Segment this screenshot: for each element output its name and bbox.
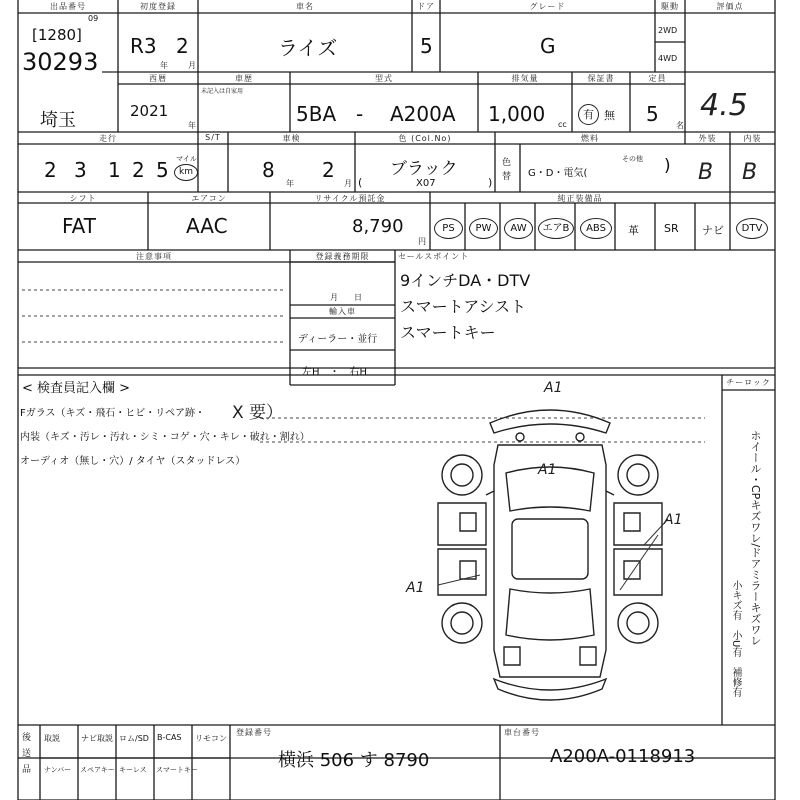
color-change: 色替: [502, 158, 512, 182]
label-seats: 定員: [648, 74, 667, 83]
unit-nen-1: 年: [160, 61, 168, 70]
unit-tsuki-1: 月: [188, 61, 196, 70]
doors: 5: [420, 34, 433, 58]
car-diagram: [420, 395, 683, 715]
mileage-digit: 2: [44, 158, 57, 182]
label-drive: 駆動: [661, 2, 679, 11]
chassis-number: A200A-0118913: [550, 746, 696, 767]
diagram-mark: A1: [406, 580, 425, 596]
equip-item: DTV: [736, 218, 768, 239]
label-shift: シフト: [69, 194, 97, 203]
mile-unit: マイル: [176, 155, 197, 163]
docs-label-char: 送: [22, 749, 32, 759]
color-name: ブラック: [390, 159, 458, 179]
unit-nen-3: 年: [286, 179, 294, 188]
sales-point-item: スマートキー: [400, 323, 496, 342]
prefecture: 埼玉: [40, 110, 76, 131]
label-reg-exp: 登録義務期限: [315, 252, 370, 261]
label-model-year: 西暦: [149, 74, 167, 83]
label-model: 型式: [375, 74, 393, 83]
label-history: 車歴: [235, 74, 253, 83]
side-note-damage: 小キズ有 小U有 補修有: [730, 580, 741, 698]
color-bracket-l: (: [358, 176, 363, 189]
first-reg-era: R3: [130, 34, 157, 58]
inspector-line-glass: Fガラス（キズ・飛石・ヒビ・リペア跡・: [20, 408, 206, 419]
doc-item: スマートキー: [156, 766, 198, 774]
inspector-line-interior: 内装（キズ・汚レ・汚れ・シミ・コゲ・穴・キレ・破れ・割れ）: [20, 432, 310, 443]
unit-yen: 円: [418, 237, 426, 246]
history-note: 未記入は自家用: [201, 88, 244, 95]
side-note-wheel: ホイール・CPキズワレ/ドアミラーキズワレ: [749, 430, 762, 647]
handle-side: 左H ・ 右H: [302, 367, 368, 378]
label-import: 輸入車: [329, 307, 356, 316]
label-reg-no: 登録番号: [236, 728, 272, 737]
doc-item: ロム/SD: [119, 734, 149, 743]
unit-tsuki-3: 月: [344, 179, 352, 188]
label-aircon: エアコン: [191, 194, 227, 203]
docs-label-char: 後: [22, 733, 32, 743]
displacement: 1,000: [488, 102, 546, 126]
lot-sub: 09: [88, 14, 99, 23]
label-lot-no: 出品番号: [50, 2, 86, 11]
label-inspector: < 検査員記入欄 >: [22, 381, 131, 396]
doc-item: ナンバー: [44, 766, 72, 774]
doc-item: キーレス: [119, 766, 147, 774]
mileage-digit: 1: [108, 158, 121, 182]
sales-point-item: スマートアシスト: [400, 297, 527, 316]
label-trunk: S/T: [205, 133, 221, 142]
drive-4wd: 4WD: [658, 54, 678, 63]
fuel-other: その他: [622, 155, 643, 163]
label-warranty: 保証書: [587, 74, 615, 83]
model-code: A200A: [390, 102, 456, 126]
warranty-no: 無: [604, 109, 615, 122]
drive-2wd: 2WD: [658, 26, 678, 35]
registration-number: 横浜 506 す 8790: [278, 750, 430, 771]
label-first-reg: 初度登録: [140, 2, 176, 11]
label-chiron: チーロック: [726, 378, 771, 387]
equip-item: PS: [434, 218, 463, 239]
label-fuel: 燃料: [581, 134, 599, 143]
shift-value: FAT: [62, 214, 97, 238]
lot-number: 30293: [22, 48, 99, 76]
reg-exp-date: 月 日: [330, 293, 362, 302]
first-reg-month: 2: [176, 34, 189, 58]
mileage-digit: 2: [132, 158, 145, 182]
equip-item: ABS: [580, 218, 612, 239]
inspector-line-audio: オーディオ（無し・穴）/ タイヤ（スタッドレス）: [20, 456, 246, 467]
doc-item: リモコン: [195, 734, 227, 743]
fuel-options: G・D・電気(: [528, 168, 588, 179]
equip-item: ナビ: [702, 224, 724, 237]
doc-item: 取説: [44, 734, 60, 743]
docs-label-char: 品: [22, 765, 32, 775]
doc-item: ナビ取説: [81, 734, 113, 743]
model-dash: -: [356, 102, 364, 126]
sales-point-item: 9インチDA・DTV: [400, 271, 531, 290]
aircon-value: AAC: [186, 214, 228, 238]
equip-item: AW: [504, 218, 533, 239]
label-grade: グレード: [529, 2, 566, 11]
doc-item: スペアキー: [80, 766, 115, 774]
fuel-close: ): [664, 156, 671, 176]
mileage-digit: 3: [74, 158, 87, 182]
label-chassis: 車台番号: [504, 728, 540, 737]
dealer-parallel: ディーラー・並行: [298, 334, 378, 345]
label-color: 色 (Col.No): [398, 134, 452, 143]
unit-seats: 名: [676, 121, 684, 130]
unit-cc: cc: [558, 120, 567, 129]
doc-item: B-CAS: [157, 733, 182, 742]
auction-code: [1280]: [32, 26, 82, 44]
label-grade-eval: 評価点: [716, 2, 744, 11]
mileage-digit: 5: [156, 158, 169, 182]
docs-label: [22, 730, 36, 778]
inspection-year: 8: [262, 158, 275, 182]
score-value: 4.5: [700, 88, 748, 123]
diagram-mark: A1: [544, 380, 563, 396]
equip-item: SR: [664, 222, 679, 235]
recycle-value: 8,790: [352, 216, 404, 237]
equip-item: エアB: [538, 218, 574, 239]
seats: 5: [646, 102, 659, 126]
color-bracket-r: ): [488, 176, 493, 189]
label-recycle: リサイクル預託金: [314, 194, 386, 203]
label-equipment: 純正装備品: [557, 194, 603, 203]
glass-mark: X 要）: [232, 403, 284, 423]
interior-score: B: [742, 160, 758, 185]
label-doors: ドア: [417, 2, 435, 11]
exterior-score: B: [698, 160, 714, 185]
label-inspection: 車検: [282, 134, 301, 143]
km-unit: km: [174, 164, 198, 181]
label-displacement: 排気量: [511, 74, 539, 83]
diagram-mark: A1: [664, 512, 683, 528]
inspection-month: 2: [322, 158, 335, 182]
car-name: ライズ: [278, 36, 338, 60]
grade: G: [540, 34, 556, 58]
diagram-mark: A1: [538, 462, 557, 478]
label-sales-point: セールスポイント: [398, 252, 470, 261]
warranty-yes: 有: [578, 104, 599, 125]
equip-item: PW: [469, 218, 498, 239]
equip-item: 革: [628, 224, 639, 237]
label-mileage: 走行: [99, 134, 117, 143]
model-year: 2021: [130, 102, 169, 120]
label-exterior: 外装: [698, 134, 717, 143]
label-interior: 内装: [743, 134, 762, 143]
label-car-name: 車名: [296, 2, 314, 11]
label-notice: 注意事項: [136, 252, 172, 261]
model-prefix: 5BA: [296, 102, 337, 126]
unit-nen-2: 年: [188, 121, 196, 130]
color-no: X07: [416, 178, 436, 189]
